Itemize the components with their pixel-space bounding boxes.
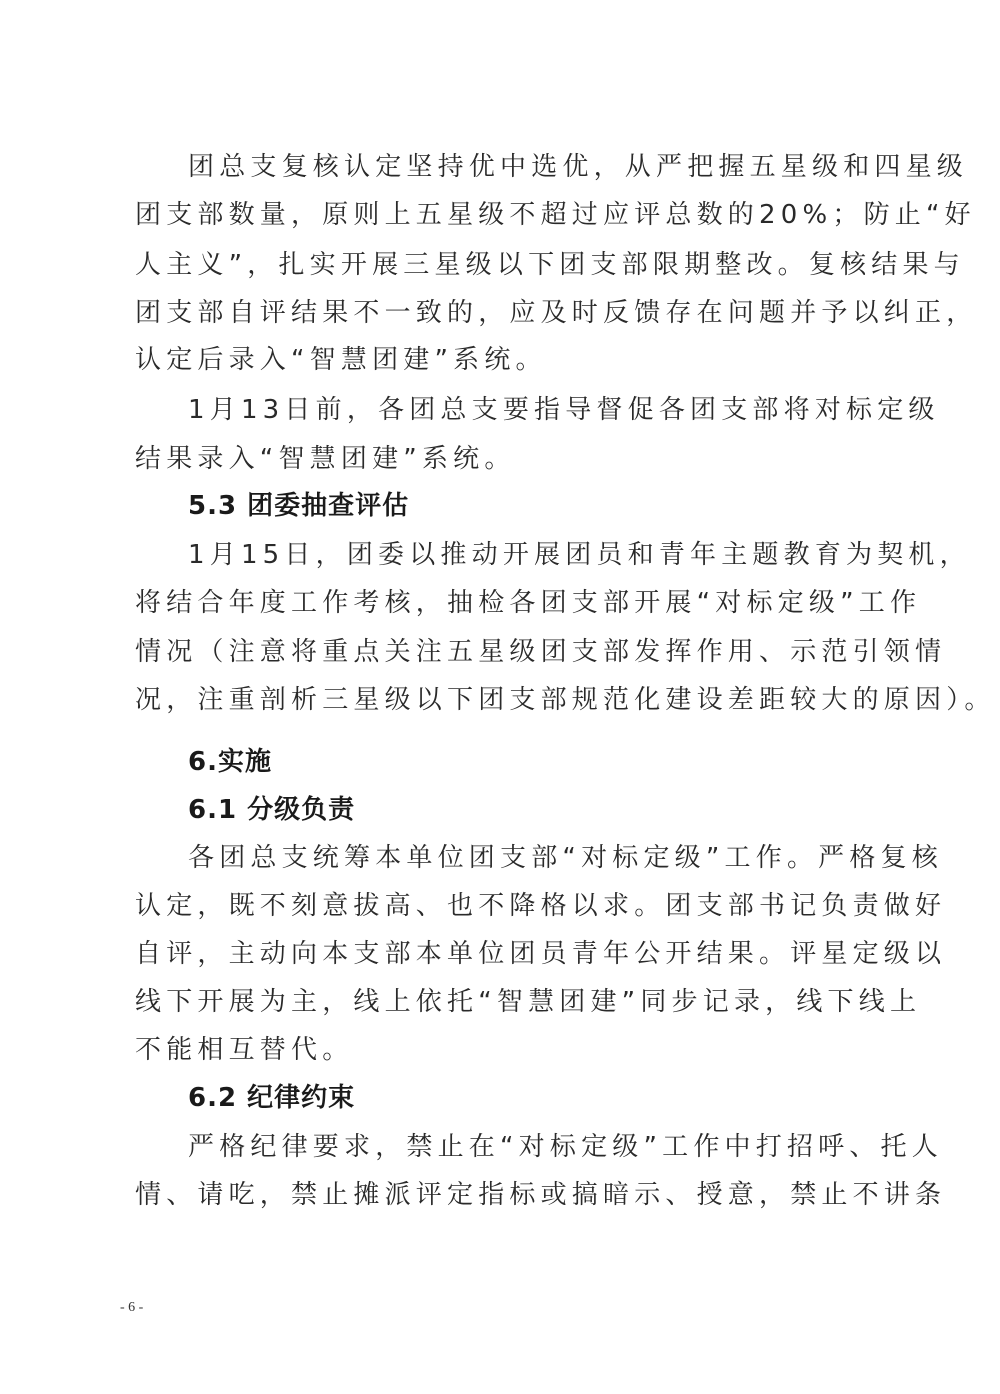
text-line: 不能相互替代。 — [135, 1035, 354, 1065]
text-line: 线下开展为主，线上依托“智慧团建”同步记录，线下线上 — [135, 987, 922, 1017]
text-line: 团支部自评结果不一致的，应及时反馈存在问题并予以纠正， — [135, 298, 978, 328]
page-number: - 6 - — [120, 1300, 144, 1315]
text-line: 自评，主动向本支部本单位团员青年公开结果。评星定级以 — [135, 939, 947, 969]
text-line: 将结合年度工作考核，抽检各团支部开展“对标定级”工作 — [135, 588, 922, 618]
section-heading-6-2: 6.2 纪律约束 — [188, 1083, 356, 1113]
text-line: 团总支复核认定坚持优中选优，从严把握五星级和四星级 — [188, 152, 969, 182]
text-line: 况，注重剖析三星级以下团支部规范化建设差距较大的原因）。 — [135, 685, 996, 715]
section-heading-5-3: 5.3 团委抽查评估 — [188, 491, 410, 521]
text-line: 认定后录入“智慧团建”系统。 — [135, 345, 547, 375]
text-line: 情况（注意将重点关注五星级团支部发挥作用、示范引领情 — [135, 637, 947, 667]
text-line: 各团总支统筹本单位团支部“对标定级”工作。严格复核 — [188, 843, 943, 873]
text-line: 团支部数量，原则上五星级不超过应评总数的20%；防止“好 — [135, 200, 976, 230]
text-line: 1月13日前，各团总支要指导督促各团支部将对标定级 — [188, 395, 940, 425]
text-line: 人主义”，扎实开展三星级以下团支部限期整改。复核结果与 — [135, 250, 965, 280]
text-line: 认定，既不刻意拔高、也不降格以求。团支部书记负责做好 — [135, 891, 947, 921]
section-heading-6: 6.实施 — [188, 747, 272, 777]
text-line: 1月15日，团委以推动开展团员和青年主题教育为契机， — [188, 540, 971, 570]
text-line: 严格纪律要求，禁止在“对标定级”工作中打招呼、托人 — [188, 1132, 943, 1162]
text-line: 结果录入“智慧团建”系统。 — [135, 444, 516, 474]
text-line: 情、请吃，禁止摊派评定指标或搞暗示、授意，禁止不讲条 — [135, 1180, 947, 1210]
section-heading-6-1: 6.1 分级负责 — [188, 795, 356, 825]
